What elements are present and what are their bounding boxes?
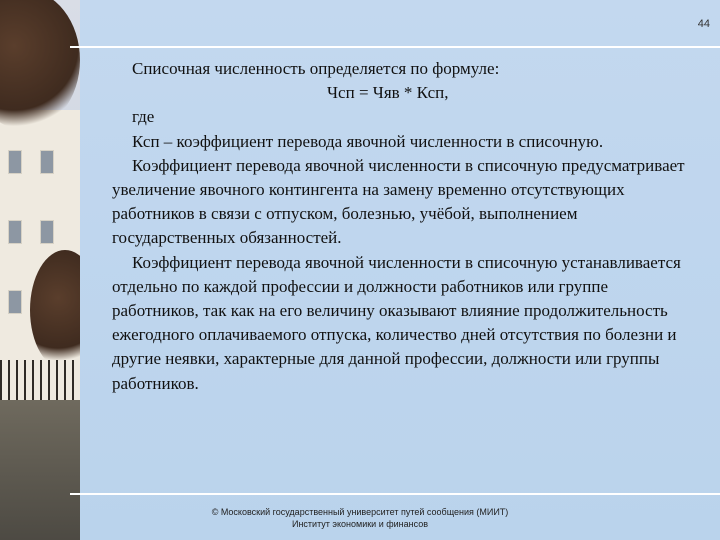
footer-rule xyxy=(70,493,720,495)
where-label: где xyxy=(132,107,155,127)
paragraph-substitution: Коэффициент перевода явочной численности в списочную предусматривает увеличение явочного контингента на замену временно отсутствующих работников в связи с отпуском, болезнью, учёбой, выполнением государственных обязанностей. xyxy=(112,155,685,248)
formula: Чсп = Чяв * Ксп, xyxy=(327,83,449,103)
building-window xyxy=(8,150,22,174)
fence xyxy=(0,360,80,400)
building-window xyxy=(8,220,22,244)
paragraph-determination: Коэффициент перевода явочной численности в списочную устанавливается отдельно по каждой профессии и должности работников или группе работников, так как на его величину оказывают влияние продолжительность ежегодного оплачиваемого отпуска, количество дней отсутствия по болезни и другие неявки, характерные для данной профессии, должности или группы работников. xyxy=(112,252,681,393)
building-window xyxy=(8,290,22,314)
campus-photo xyxy=(0,0,80,540)
header-rule xyxy=(70,46,720,48)
slide-body xyxy=(112,57,697,396)
building-window xyxy=(40,220,54,244)
footer xyxy=(110,506,610,530)
footer-copyright: © Московский государственный университет путей сообщения (МИИТ) xyxy=(211,507,509,517)
footer-institute: Институт экономики и финансов xyxy=(291,519,429,529)
page-number: 44 xyxy=(697,18,710,30)
building-window xyxy=(40,150,54,174)
ksp-definition: Ксп – коэффициент перевода явочной численности в списочную. xyxy=(132,131,604,151)
intro-line: Списочная численность определяется по формуле: xyxy=(132,59,500,78)
ground xyxy=(0,400,80,540)
